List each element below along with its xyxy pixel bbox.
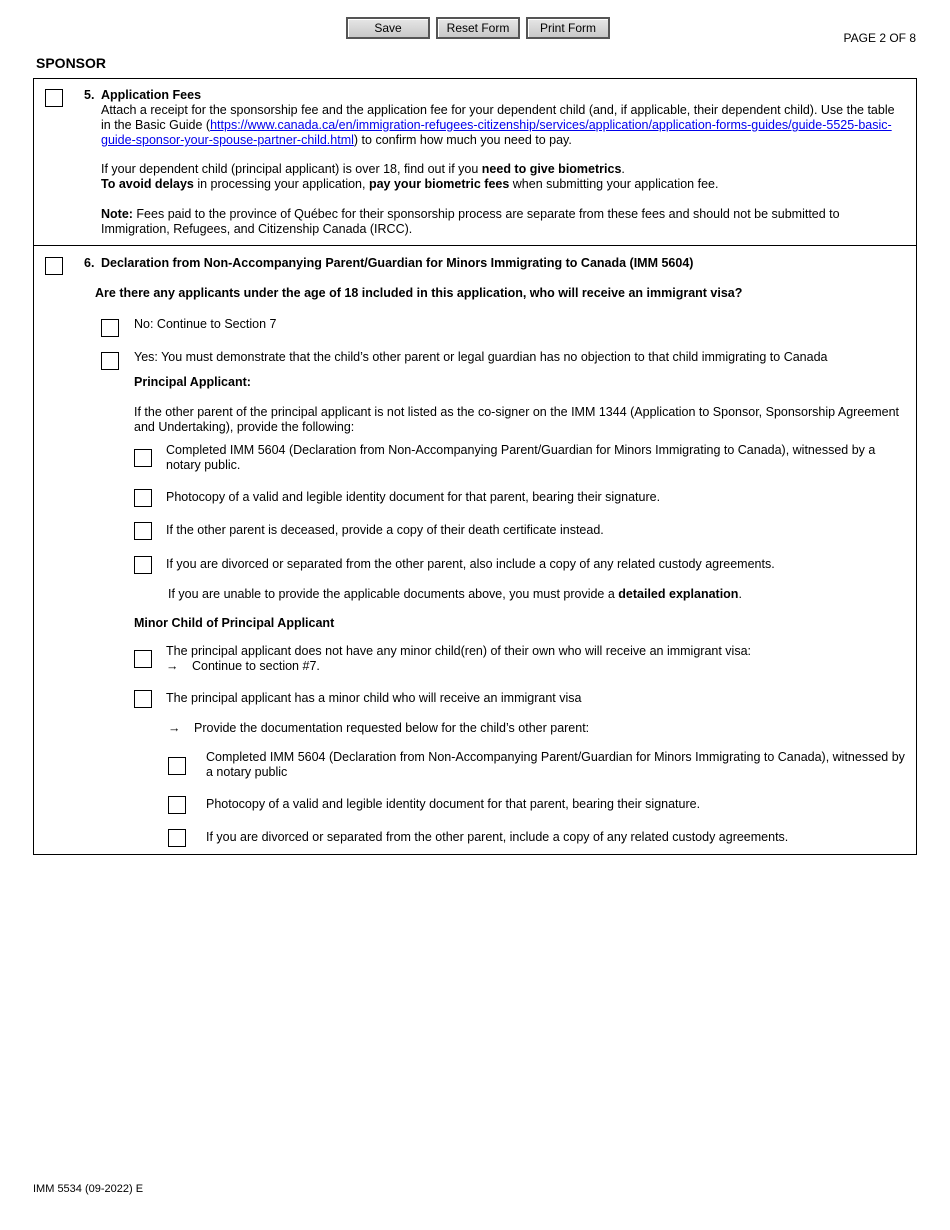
pa-item-4-label: If you are divorced or separated from the other parent, also include a copy of any related custody agreements. [166,557,775,571]
item5-note: Note: Fees paid to the province of Québec for their sponsorship process are separate from these fees and should not be submitted to Immigration, Refugees, and Citizenship Canada (IRCC). [101,207,840,236]
item5-biometrics: If your dependent child (principal applicant) is over 18, find out if you need to give biometrics. [101,162,625,176]
provide-documentation: → Provide the documentation requested below for the child’s other parent: [168,721,590,735]
item5-avoid-delays: To avoid delays in processing your application, pay your biometric fees when submitting your application fee. [101,177,719,191]
section-divider [33,245,917,246]
page-number: PAGE 2 OF 8 [843,31,916,45]
item6-number: 6. [84,256,95,270]
minor-no-label: The principal applicant does not have any minor child(ren) of their own who will receive an immigrant visa: [166,644,751,658]
item5-number: 5. [84,88,95,102]
child-item-1-checkbox[interactable] [168,757,186,775]
minor-no-continue: → Continue to section #7. [166,659,320,673]
item6-question: Are there any applicants under the age of 18 included in this application, who will receive an immigrant visa? [95,286,743,300]
minor-child-heading: Minor Child of Principal Applicant [134,616,335,630]
save-button[interactable]: Save [346,17,430,39]
child-item-1-label: Completed IMM 5604 (Declaration from Non-Accompanying Parent/Guardian for Minors Immigrating to Canada), witnessed by a notary public [206,750,905,779]
principal-applicant-heading: Principal Applicant: [134,375,251,389]
minor-yes-label: The principal applicant has a minor child who will receive an immigrant visa [166,691,582,705]
item5-checkbox[interactable] [45,89,63,107]
pa-item-2-label: Photocopy of a valid and legible identity document for that parent, bearing their signature. [166,490,661,504]
section-title: SPONSOR [36,55,107,71]
print-form-button[interactable]: Print Form [526,17,610,39]
unable-explanation: If you are unable to provide the applicable documents above, you must provide a detailed explanation. [168,587,742,601]
right-arrow-icon: → [166,659,179,673]
item5-title: Application Fees [101,88,202,102]
pa-item-2-checkbox[interactable] [134,489,152,507]
item6-no-checkbox[interactable] [101,319,119,337]
minor-yes-checkbox[interactable] [134,690,152,708]
item6-yes-checkbox[interactable] [101,352,119,370]
child-item-3-checkbox[interactable] [168,829,186,847]
basic-guide-link[interactable]: https://www.canada.ca/en/immigration-refugees-citizenship/services/application/application-forms-guides/guide-5525-basic-guide-sponsor-your-spouse-partner-child.html [101,118,892,147]
pa-item-3-checkbox[interactable] [134,522,152,540]
child-item-2-label: Photocopy of a valid and legible identity document for that parent, bearing their signature. [206,797,701,811]
form-footer: IMM 5534 (09-2022) E [33,1183,144,1195]
pa-item-3-label: If the other parent is deceased, provide a copy of their death certificate instead. [166,523,604,537]
item6-title: Declaration from Non-Accompanying Parent/Guardian for Minors Immigrating to Canada (IMM 5604) [101,256,694,270]
pa-item-1-checkbox[interactable] [134,449,152,467]
item5-instructions: Attach a receipt for the sponsorship fee and the application fee for your dependent child (and, if applicable, their dependent child). Use the table in the Basic Guide (https://www.canada.ca/en/immigration-refugees-citizenship/services/application/application-forms-guides/guide-5525-basic-guide-sponsor-your-spouse-partner-child.html) to confirm how much you need to pay. [101,103,895,147]
child-item-2-checkbox[interactable] [168,796,186,814]
right-arrow-icon: → [168,721,181,735]
minor-no-checkbox[interactable] [134,650,152,668]
principal-applicant-intro: If the other parent of the principal applicant is not listed as the co-signer on the IMM 1344 (Application to Sponsor, Sponsorship Agreement and Undertaking), provide the following: [134,405,900,434]
pa-item-4-checkbox[interactable] [134,556,152,574]
reset-form-button[interactable]: Reset Form [436,17,520,39]
item6-yes-label: Yes: You must demonstrate that the child’s other parent or legal guardian has no objection to that child immigrating to Canada [134,350,828,364]
item6-checkbox[interactable] [45,257,63,275]
form-toolbar [346,17,610,39]
item6-no-label: No: Continue to Section 7 [134,317,277,331]
child-item-3-label: If you are divorced or separated from the other parent, include a copy of any related custody agreements. [206,830,789,844]
pa-item-1-label: Completed IMM 5604 (Declaration from Non-Accompanying Parent/Guardian for Minors Immigrating to Canada), witnessed by a notary public. [166,443,876,472]
